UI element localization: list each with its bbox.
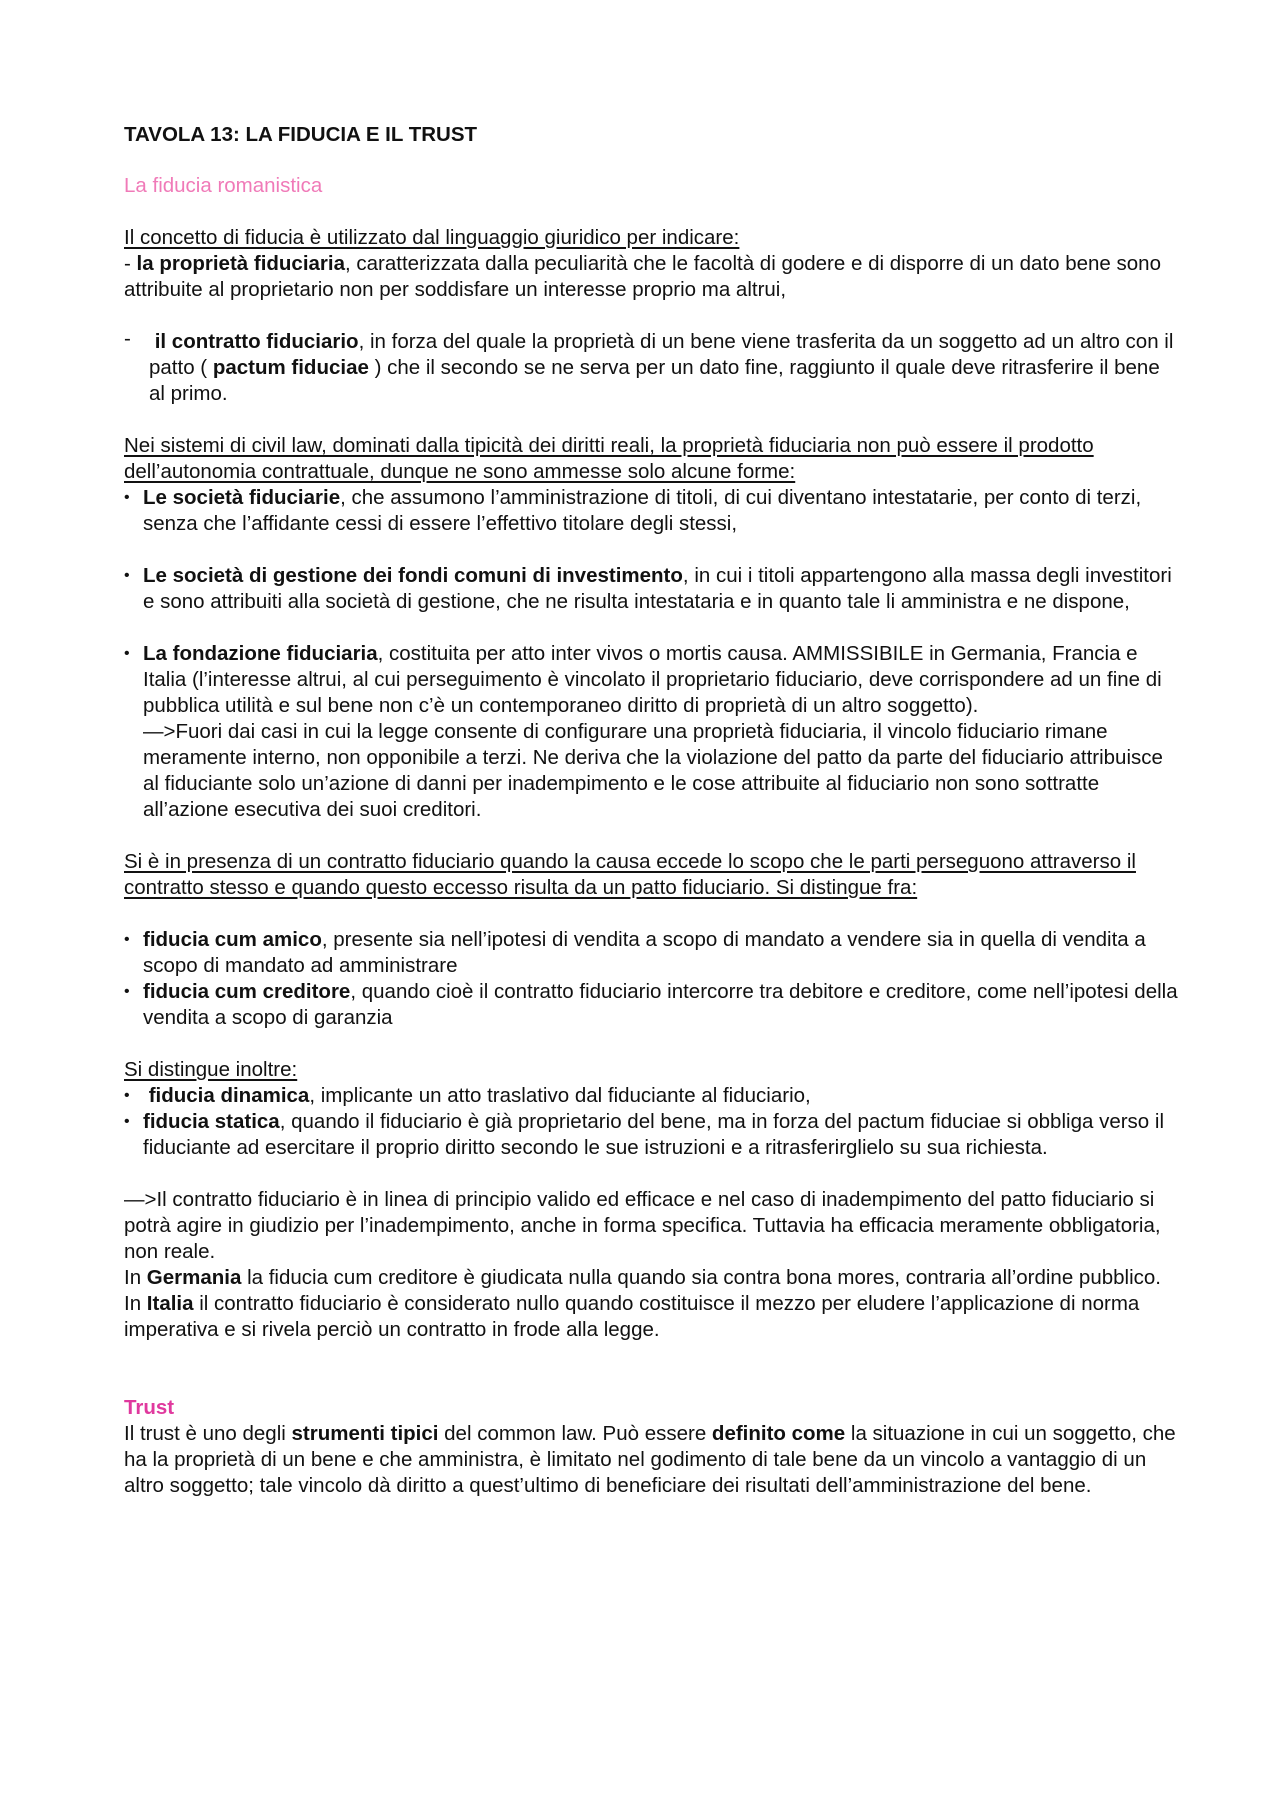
intro-paragraph: Il concetto di fiducia è utilizzato dal linguaggio giuridico per indicare: [124, 226, 740, 249]
list-item: • La fondazione fiduciaria, costituita per atto inter vivos o mortis causa. AMMISSIBILE in Germania, Francia e Italia (l’interesse altrui, al cui perseguimento è vincolato il proprietario fiduciario, deve corrispondere ad un fine di pubblica utilità e sul bene non c’è un contemporaneo diritto di proprietà di un altro soggetto). —>Fuori dai casi in cui la legge consente di configurare una proprietà fiduciaria, il vincolo fiduciario rimane meramente interno, non opponibile a terzi. Ne deriva che la violazione del patto da parte del fiduciario attribuisce al fiduciante solo un’azione di danni per inadempimento e le cose attribuite al fiduciario non sono sottratte all’azione esecutiva dei suoi creditori. [124, 642, 1163, 821]
contratto-fiduciario-paragraph: Si è in presenza di un contratto fiduciario quando la causa eccede lo scopo che le parti perseguono attraverso il contratto stesso e quando questo eccesso risulta da un patto fiduciario. Si distingue fra: [124, 850, 1136, 899]
list-item: • Le società fiduciarie, che assumono l’amministrazione di titoli, di cui diventano intestatarie, per conto di terzi, senza che l’affidante cessi di essere l’effettivo titolare degli stessi, [124, 486, 1142, 535]
note-paragraph: —>Fuori dai casi in cui la legge consente di configurare una proprietà fiduciaria, il vincolo fiduciario rimane meramente interno, non opponibile a terzi. Ne deriva che la violazione del patto da parte del fiduciario attribuisce al fiduciante solo un’azione di danni per inadempimento e le cose attribuite al fiduciario non sono sottratte all’azione esecutiva dei suoi creditori. [143, 720, 1163, 821]
list-item: • fiducia cum creditore, quando cioè il contratto fiduciario intercorre tra debitore e creditore, come nell’ipotesi della vendita a scopo di garanzia [124, 980, 1178, 1029]
dash-item-proprieta: - la proprietà fiduciaria, caratterizzata dalla peculiarità che le facoltà di godere e di disporre di un dato bene sono attribuite al proprietario non per soddisfare un interesse proprio ma altrui, [124, 252, 1161, 301]
list-item: • fiducia dinamica, implicante un atto traslativo dal fiduciante al fiduciario, [124, 1084, 811, 1107]
document-title: TAVOLA 13: LA FIDUCIA E IL TRUST [124, 123, 478, 146]
document-page [124, 122, 1179, 1499]
section-heading-fiducia: La fiducia romanistica [124, 174, 323, 197]
list-item: • fiducia cum amico, presente sia nell’ipotesi di vendita a scopo di mandato a vendere sia in quella di vendita a scopo di mandato ad amministrare [124, 928, 1146, 977]
inoltre-heading: Si distingue inoltre: [124, 1058, 298, 1081]
list-item: • fiducia statica, quando il fiduciario è già proprietario del bene, ma in forza del pactum fiduciae si obbliga verso il fiduciante ad esercitare il proprio diritto secondo le sue istruzioni e a ritrasferirglielo su sua richiesta. [124, 1110, 1165, 1159]
list-item: • Le società di gestione dei fondi comuni di investimento, in cui i titoli appartengono alla massa degli investitori e sono attribuiti alla società di gestione, che ne risulta intestataria e in quanto tale li amministra e ne dispone, [124, 564, 1172, 613]
final-paragraph-2: In Germania la fiducia cum creditore è giudicata nulla quando sia contra bona mores, contraria all’ordine pubblico. In Italia il contratto fiduciario è considerato nullo quando costituisce il mezzo per eludere l’applicazione di norma imperativa e si rivela perciò un contratto in frode alla legge. [124, 1266, 1161, 1341]
civil-law-paragraph: Nei sistemi di civil law, dominati dalla tipicità dei diritti reali, la proprietà fiduciaria non può essere il prodotto dell’autonomia contrattuale, dunque ne sono ammesse solo alcune forme: [124, 434, 1094, 483]
final-paragraph-1: —>Il contratto fiduciario è in linea di principio valido ed efficace e nel caso di inadempimento del patto fiduciario si potrà agire in giudizio per l’inadempimento, anche in forma specifica. Tuttavia ha efficacia meramente obbligatoria, non reale. [124, 1188, 1161, 1263]
trust-paragraph: Il trust è uno degli strumenti tipici del common law. Può essere definito come la situazione in cui un soggetto, che ha la proprietà di un bene e che amministra, è limitato nel godimento di tale bene da un vincolo a vantaggio di un altro soggetto; tale vincolo dà diritto a quest’ultimo di beneficiare dei risultati dell’amministrazione del bene. [124, 1422, 1176, 1497]
dash-item-contratto: - il contratto fiduciario, in forza del quale la proprietà di un bene viene trasferita da un soggetto ad un altro con il patto ( pactum fiduciae ) che il secondo se ne serva per un dato fine, raggiunto il quale deve ritrasferire il bene al primo. [124, 327, 1174, 405]
section-heading-trust: Trust [124, 1396, 175, 1419]
